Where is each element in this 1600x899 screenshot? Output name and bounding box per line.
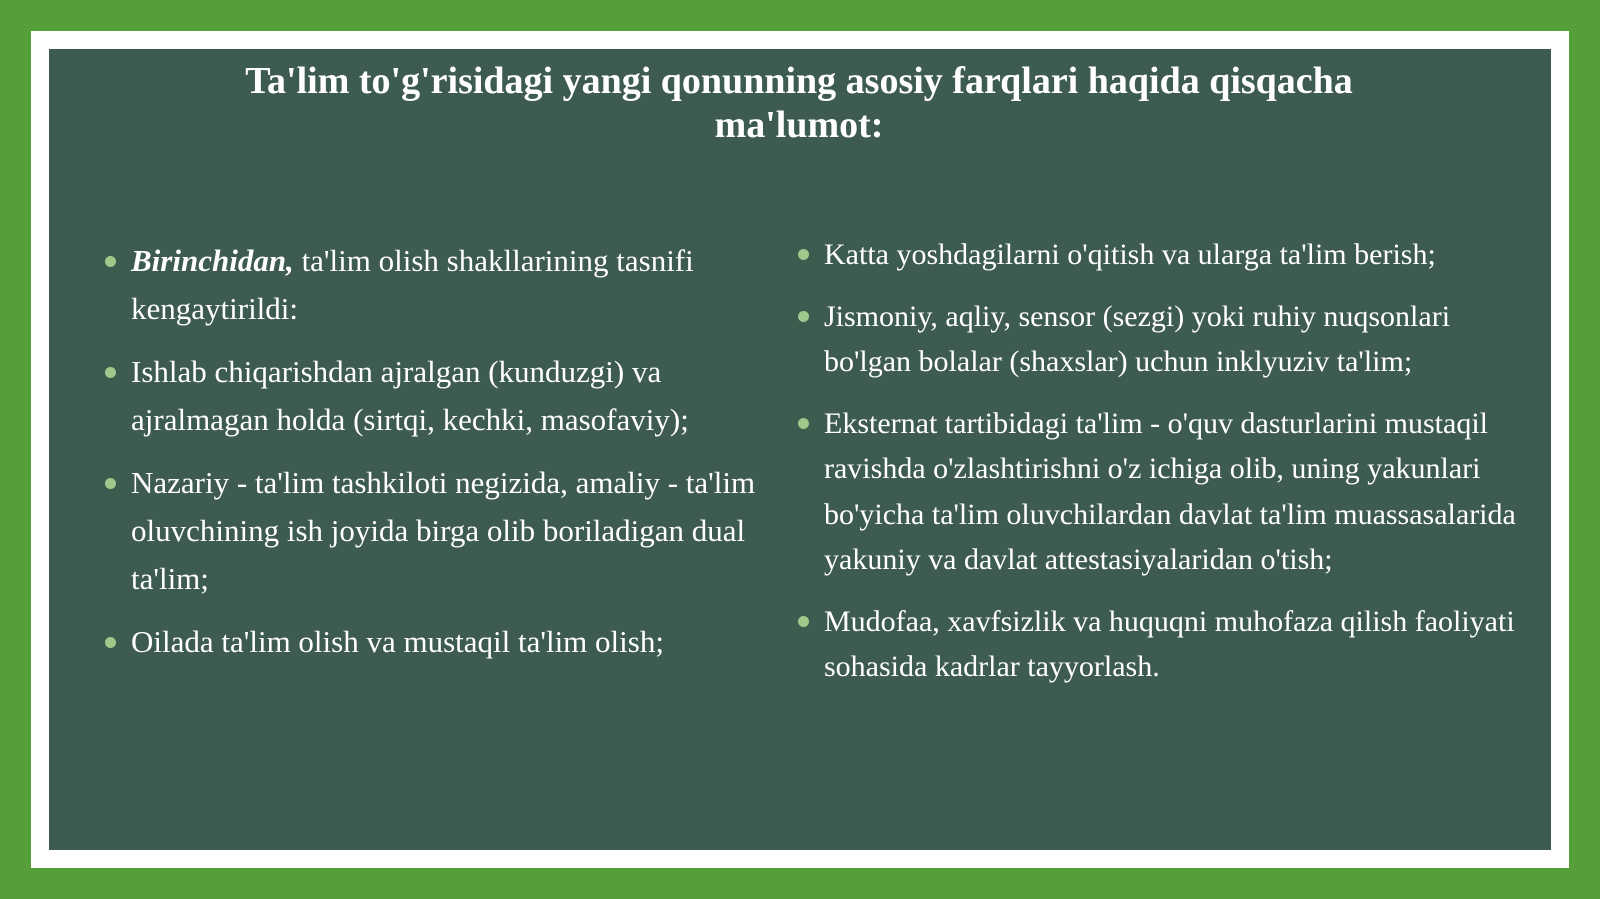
right-bullet-list bbox=[796, 232, 1536, 706]
bullet-dot-icon bbox=[798, 249, 809, 260]
item-text: ta'lim olish shakllarining tasnifi kengaytirildi: bbox=[131, 243, 694, 326]
list-item bbox=[103, 237, 803, 333]
item-text: Jismoniy, aqliy, sensor (sezgi) yoki ruhiy nuqsonlari bo'lgan bolalar (shaxslar) uchun inklyuziv ta'lim; bbox=[824, 299, 1451, 378]
bullet-dot-icon bbox=[105, 478, 116, 489]
list-item bbox=[796, 599, 1536, 690]
slide-title: Ta'lim to'g'risidagi yangi qonunning asosiy farqlari haqida qisqacha ma'lumot: bbox=[245, 60, 1353, 146]
item-text: Nazariy - ta'lim tashkiloti negizida, amaliy - ta'lim oluvchining ish joyida birga olib boriladigan dual ta'lim; bbox=[131, 465, 756, 596]
list-item bbox=[796, 232, 1536, 278]
item-text: Mudofaa, xavfsizlik va huquqni muhofaza qilish faoliyati sohasida kadrlar tayyorlash. bbox=[824, 604, 1515, 683]
list-item bbox=[796, 294, 1536, 385]
bullet-dot-icon bbox=[798, 418, 809, 429]
item-text: Oilada ta'lim olish va mustaqil ta'lim olish; bbox=[131, 624, 664, 659]
bullet-dot-icon bbox=[105, 637, 116, 648]
list-item bbox=[103, 348, 803, 444]
list-item bbox=[103, 618, 803, 666]
item-text: Eksternat tartibidagi ta'lim - o'quv dasturlarini mustaqil ravishda o'zlashtirishni o'z ichiga olib, uning yakunlari bo'yicha ta'lim oluvchilardan davlat ta'lim muassasalarida yakuniy va davlat attestasiyalaridan o'tish; bbox=[824, 406, 1516, 576]
list-item bbox=[796, 401, 1536, 583]
bullet-dot-icon bbox=[798, 311, 809, 322]
slide bbox=[49, 49, 1551, 850]
bullet-dot-icon bbox=[798, 616, 809, 627]
item-text: Katta yoshdagilarni o'qitish va ularga ta'lim berish; bbox=[824, 238, 1436, 271]
bullet-dot-icon bbox=[105, 256, 116, 267]
list-item bbox=[103, 459, 803, 603]
left-bullet-list bbox=[103, 237, 803, 681]
bullet-dot-icon bbox=[105, 367, 116, 378]
item-lead-text: Birinchidan, bbox=[131, 243, 294, 278]
item-text: Ishlab chiqarishdan ajralgan (kunduzgi) va ajralmagan holda (sirtqi, kechki, masofaviy); bbox=[131, 354, 689, 437]
